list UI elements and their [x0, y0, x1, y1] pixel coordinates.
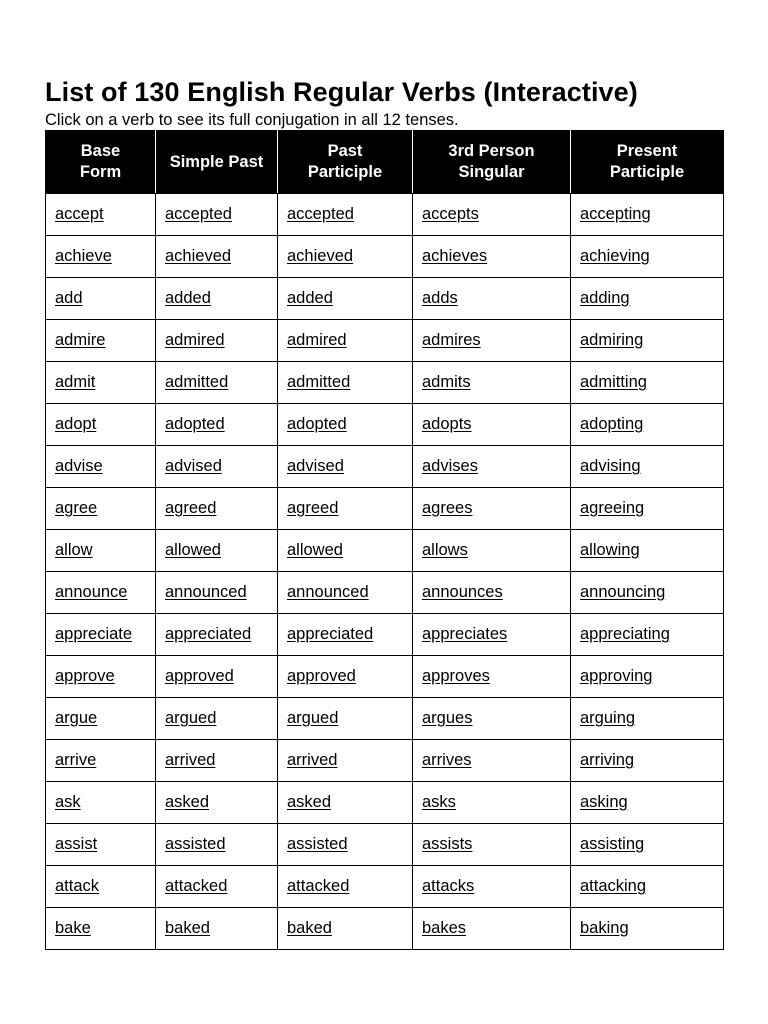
cell-present-participle [571, 320, 724, 362]
verb-link[interactable]: allowed [165, 541, 221, 559]
page-subtitle: Click on a verb to see its full conjugation in all 12 tenses. [45, 111, 459, 129]
cell-present-participle [571, 278, 724, 320]
page-title: List of 130 English Regular Verbs (Interactive) [45, 77, 638, 107]
cell-past-participle [278, 782, 413, 824]
column-header-line: Form [79, 163, 122, 181]
cell-past-participle [278, 362, 413, 404]
verb-link[interactable]: agrees [422, 499, 473, 517]
column-header-third-person-singular [413, 131, 571, 194]
verb-link[interactable]: admired [287, 331, 347, 349]
verb-link[interactable]: accepted [165, 205, 232, 223]
verb-link[interactable]: ask [55, 793, 81, 811]
cell-past-participle [278, 614, 413, 656]
cell-present-participle [571, 362, 724, 404]
verb-link[interactable]: adopt [55, 415, 97, 433]
cell-present-participle [571, 530, 724, 572]
verb-link[interactable]: assists [422, 835, 473, 853]
cell-past-participle [278, 908, 413, 950]
cell-past-participle [278, 530, 413, 572]
verb-link[interactable]: added [287, 289, 333, 307]
column-header-line: Participle [307, 163, 383, 181]
verb-link[interactable]: admitted [287, 373, 351, 391]
table-row [46, 362, 724, 404]
verb-link[interactable]: added [165, 289, 211, 307]
cell-third-person-singular [413, 194, 571, 236]
cell-third-person-singular [413, 908, 571, 950]
table-row [46, 656, 724, 698]
cell-third-person-singular [413, 614, 571, 656]
cell-past-participle [278, 446, 413, 488]
verb-link[interactable]: admits [422, 373, 471, 391]
cell-present-participle [571, 614, 724, 656]
verb-link[interactable]: agreeing [580, 499, 645, 517]
cell-present-participle [571, 824, 724, 866]
cell-base-form [46, 530, 156, 572]
verb-link[interactable]: appreciated [165, 625, 252, 643]
verb-link[interactable]: allowing [580, 541, 640, 559]
cell-past-participle [278, 488, 413, 530]
cell-simple-past [156, 194, 278, 236]
verb-link[interactable]: approved [287, 667, 356, 685]
verb-link[interactable]: argued [165, 709, 217, 727]
cell-simple-past [156, 488, 278, 530]
verb-link[interactable]: adopting [580, 415, 644, 433]
cell-present-participle [571, 866, 724, 908]
cell-base-form [46, 236, 156, 278]
verb-link[interactable]: arrived [165, 751, 216, 769]
verb-link[interactable]: admiring [580, 331, 644, 349]
verb-link[interactable]: admires [422, 331, 481, 349]
cell-third-person-singular [413, 278, 571, 320]
cell-third-person-singular [413, 488, 571, 530]
verb-link[interactable]: asking [580, 793, 628, 811]
column-header-line: 3rd Person [448, 142, 535, 160]
verb-link[interactable]: appreciating [580, 625, 670, 643]
cell-third-person-singular [413, 572, 571, 614]
verb-link[interactable]: approves [422, 667, 490, 685]
verb-link[interactable]: advised [165, 457, 222, 475]
verb-link[interactable]: allow [55, 541, 93, 559]
table-row [46, 404, 724, 446]
verb-link[interactable]: achieves [422, 247, 488, 265]
verb-table-body [46, 194, 724, 950]
verb-link[interactable]: arrive [55, 751, 97, 769]
cell-base-form [46, 656, 156, 698]
cell-present-participle [571, 446, 724, 488]
cell-base-form [46, 824, 156, 866]
verb-link[interactable]: argued [287, 709, 339, 727]
cell-present-participle [571, 236, 724, 278]
verb-link[interactable]: adding [580, 289, 630, 307]
verb-link[interactable]: accept [55, 205, 104, 223]
cell-simple-past [156, 908, 278, 950]
column-header-line: Singular [458, 163, 525, 181]
verb-link[interactable]: admitted [165, 373, 229, 391]
cell-third-person-singular [413, 446, 571, 488]
table-row [46, 194, 724, 236]
column-header-line: Past [327, 142, 363, 160]
verb-link[interactable]: advising [580, 457, 641, 475]
verb-link[interactable]: attacked [287, 877, 350, 895]
verb-link[interactable]: arriving [580, 751, 635, 769]
table-header-row [46, 131, 724, 194]
column-header-present-participle [571, 131, 724, 194]
table-row [46, 740, 724, 782]
verb-link[interactable]: asked [165, 793, 210, 811]
verb-link[interactable]: assisted [287, 835, 348, 853]
cell-past-participle [278, 866, 413, 908]
cell-third-person-singular [413, 362, 571, 404]
cell-present-participle [571, 488, 724, 530]
verb-link[interactable]: announce [55, 583, 128, 601]
cell-present-participle [571, 656, 724, 698]
cell-simple-past [156, 362, 278, 404]
verb-link[interactable]: approving [580, 667, 653, 685]
table-row [46, 908, 724, 950]
cell-simple-past [156, 446, 278, 488]
cell-present-participle [571, 908, 724, 950]
verb-link[interactable]: approved [165, 667, 234, 685]
verb-link[interactable]: achieved [287, 247, 354, 265]
cell-third-person-singular [413, 782, 571, 824]
table-row [46, 488, 724, 530]
cell-simple-past [156, 656, 278, 698]
verb-link[interactable]: asked [287, 793, 332, 811]
verb-link[interactable]: assisting [580, 835, 645, 853]
cell-third-person-singular [413, 866, 571, 908]
cell-base-form [46, 740, 156, 782]
cell-past-participle [278, 740, 413, 782]
verb-link[interactable]: admired [165, 331, 225, 349]
cell-present-participle [571, 782, 724, 824]
cell-simple-past [156, 320, 278, 362]
table-row [46, 866, 724, 908]
verb-link[interactable]: adopts [422, 415, 472, 433]
cell-simple-past [156, 236, 278, 278]
verb-link[interactable]: agree [55, 499, 98, 517]
verb-link[interactable]: asks [422, 793, 456, 811]
cell-past-participle [278, 698, 413, 740]
cell-base-form [46, 446, 156, 488]
verb-link[interactable]: approve [55, 667, 115, 685]
cell-simple-past [156, 866, 278, 908]
verb-link[interactable]: assisted [165, 835, 226, 853]
column-header-line: Present [616, 142, 678, 160]
cell-base-form [46, 572, 156, 614]
verb-link[interactable]: attack [55, 877, 100, 895]
verb-link[interactable]: bake [55, 919, 91, 937]
verb-link[interactable]: accepted [287, 205, 354, 223]
verb-link[interactable]: arrived [287, 751, 338, 769]
cell-base-form [46, 404, 156, 446]
verb-link[interactable]: admitting [580, 373, 647, 391]
verb-link[interactable]: admit [55, 373, 96, 391]
cell-past-participle [278, 824, 413, 866]
table-row [46, 236, 724, 278]
verb-link[interactable]: advises [422, 457, 478, 475]
column-header-simple-past [156, 131, 278, 194]
column-header-base-form [46, 131, 156, 194]
cell-third-person-singular [413, 236, 571, 278]
cell-simple-past [156, 614, 278, 656]
verb-link[interactable]: admire [55, 331, 106, 349]
verb-link[interactable]: agreed [287, 499, 339, 517]
verb-link[interactable]: baked [165, 919, 210, 937]
table-row [46, 572, 724, 614]
cell-past-participle [278, 320, 413, 362]
cell-simple-past [156, 404, 278, 446]
verb-link[interactable]: appreciated [287, 625, 374, 643]
cell-present-participle [571, 740, 724, 782]
verb-link[interactable]: appreciates [422, 625, 508, 643]
verb-table [45, 130, 724, 950]
cell-present-participle [571, 572, 724, 614]
cell-base-form [46, 194, 156, 236]
table-row [46, 824, 724, 866]
cell-third-person-singular [413, 740, 571, 782]
verb-link[interactable]: baked [287, 919, 332, 937]
cell-simple-past [156, 572, 278, 614]
cell-simple-past [156, 278, 278, 320]
cell-past-participle [278, 194, 413, 236]
cell-past-participle [278, 404, 413, 446]
cell-base-form [46, 488, 156, 530]
table-row [46, 614, 724, 656]
table-row [46, 320, 724, 362]
column-header-line: Participle [609, 163, 685, 181]
verb-link[interactable]: argue [55, 709, 98, 727]
verb-link[interactable]: add [55, 289, 83, 307]
cell-base-form [46, 320, 156, 362]
cell-base-form [46, 698, 156, 740]
verb-link[interactable]: assist [55, 835, 98, 853]
verb-link[interactable]: allows [422, 541, 468, 559]
cell-third-person-singular [413, 404, 571, 446]
table-row [46, 530, 724, 572]
verb-link[interactable]: attacked [165, 877, 228, 895]
cell-third-person-singular [413, 698, 571, 740]
cell-third-person-singular [413, 530, 571, 572]
verb-link[interactable]: accepting [580, 205, 651, 223]
column-header-past-participle [278, 131, 413, 194]
column-header-line: Simple Past [169, 152, 264, 171]
verb-link[interactable]: advised [287, 457, 344, 475]
cell-base-form [46, 908, 156, 950]
cell-simple-past [156, 824, 278, 866]
cell-present-participle [571, 194, 724, 236]
cell-simple-past [156, 530, 278, 572]
cell-simple-past [156, 698, 278, 740]
cell-past-participle [278, 656, 413, 698]
cell-base-form [46, 278, 156, 320]
verb-link[interactable]: adopted [165, 415, 225, 433]
verb-link[interactable]: achieved [165, 247, 232, 265]
verb-link[interactable]: baking [580, 919, 629, 937]
verb-link[interactable]: attacking [580, 877, 647, 895]
table-row [46, 782, 724, 824]
cell-base-form [46, 614, 156, 656]
verb-link[interactable]: bakes [422, 919, 467, 937]
verb-link[interactable]: arguing [580, 709, 636, 727]
verb-link[interactable]: allowed [287, 541, 343, 559]
cell-past-participle [278, 236, 413, 278]
verb-link[interactable]: announced [287, 583, 369, 601]
cell-third-person-singular [413, 320, 571, 362]
cell-past-participle [278, 572, 413, 614]
verb-link[interactable]: advise [55, 457, 103, 475]
table-row [46, 278, 724, 320]
table-row [46, 446, 724, 488]
cell-base-form [46, 362, 156, 404]
verb-link[interactable]: announcing [580, 583, 666, 601]
verb-link[interactable]: appreciate [55, 625, 133, 643]
verb-link[interactable]: accepts [422, 205, 479, 223]
verb-link[interactable]: attacks [422, 877, 475, 895]
verb-link[interactable]: agreed [165, 499, 217, 517]
verb-link[interactable]: announced [165, 583, 247, 601]
verb-link[interactable]: adopted [287, 415, 347, 433]
table-row [46, 698, 724, 740]
cell-simple-past [156, 782, 278, 824]
verb-link[interactable]: arrives [422, 751, 472, 769]
cell-base-form [46, 866, 156, 908]
verb-link[interactable]: argues [422, 709, 473, 727]
verb-link[interactable]: announces [422, 583, 503, 601]
verb-link[interactable]: achieving [580, 247, 650, 265]
verb-link[interactable]: achieve [55, 247, 112, 265]
cell-simple-past [156, 740, 278, 782]
cell-present-participle [571, 404, 724, 446]
column-header-line: Base [80, 142, 121, 160]
verb-link[interactable]: adds [422, 289, 458, 307]
cell-third-person-singular [413, 824, 571, 866]
cell-third-person-singular [413, 656, 571, 698]
cell-past-participle [278, 278, 413, 320]
cell-base-form [46, 782, 156, 824]
cell-present-participle [571, 698, 724, 740]
